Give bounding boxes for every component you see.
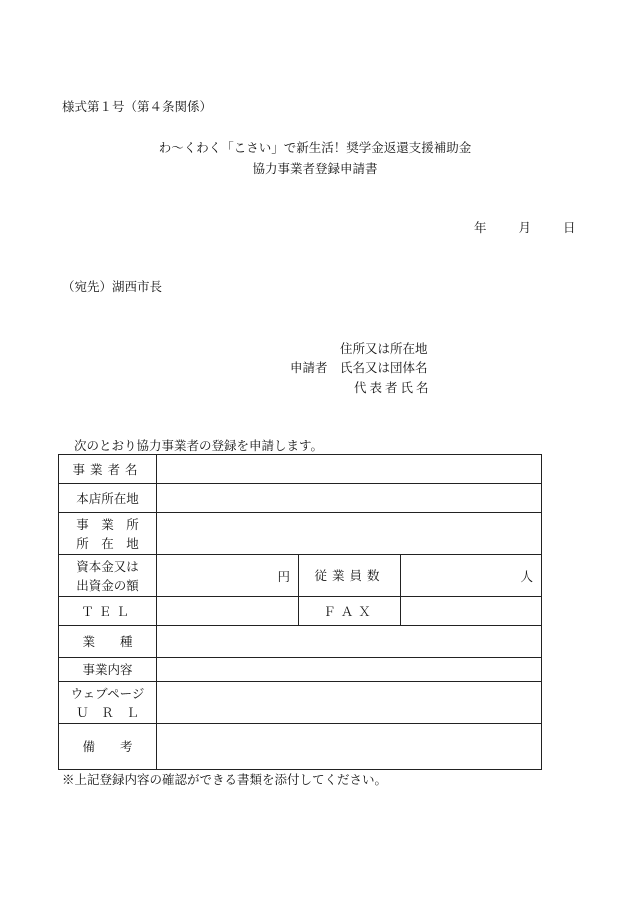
applicant-name-label: 氏名又は団体名 bbox=[340, 360, 428, 375]
web-url-label bbox=[59, 682, 157, 724]
fax-label: ＦＡＸ bbox=[299, 597, 401, 626]
table-row bbox=[59, 724, 542, 770]
office-location-label-line2: 所 在 地 bbox=[76, 535, 139, 551]
table-row bbox=[59, 682, 542, 724]
web-url-label-line2: Ｕ Ｒ Ｌ bbox=[76, 704, 139, 720]
applicant-address-label: 住所又は所在地 bbox=[340, 341, 428, 356]
head-office-field[interactable] bbox=[157, 484, 542, 513]
tel-label: ＴＥＬ bbox=[59, 597, 157, 626]
table-row bbox=[59, 513, 542, 555]
date-line bbox=[474, 218, 576, 236]
date-day-label: 日 bbox=[563, 220, 576, 235]
employees-field[interactable] bbox=[401, 555, 542, 597]
addressee: （宛先）湖西市長 bbox=[62, 279, 163, 294]
table-row bbox=[59, 626, 542, 658]
head-office-label: 本店所在地 bbox=[59, 484, 157, 513]
web-url-field[interactable] bbox=[157, 682, 542, 724]
remarks-label: 備 考 bbox=[59, 724, 157, 770]
office-location-field[interactable] bbox=[157, 513, 542, 555]
document-title-line1: わ〜くわく「こさい」で新生活！奨学金返還支援補助金 bbox=[158, 140, 472, 155]
business-name-label: 事業者名 bbox=[59, 455, 157, 484]
capital-label-line2: 出資金の額 bbox=[76, 577, 139, 593]
business-name-field[interactable] bbox=[157, 455, 542, 484]
office-location-label-line1: 事 業 所 bbox=[76, 516, 139, 532]
capital-unit: 円 bbox=[277, 568, 290, 584]
date-month-label: 月 bbox=[518, 220, 532, 235]
remarks-field[interactable] bbox=[157, 724, 542, 770]
capital-field[interactable] bbox=[157, 555, 299, 597]
tel-field[interactable] bbox=[157, 597, 299, 626]
business-content-label: 事業内容 bbox=[59, 658, 157, 682]
employees-unit: 人 bbox=[520, 568, 534, 584]
document-title-line2: 協力事業者登録申請書 bbox=[252, 161, 378, 176]
fax-field[interactable] bbox=[401, 597, 542, 626]
registration-table bbox=[58, 454, 542, 770]
business-content-field[interactable] bbox=[157, 658, 542, 682]
table-row bbox=[59, 658, 542, 682]
applicant-representative-label: 代表者氏名 bbox=[354, 380, 432, 395]
web-url-label-line1: ウェブページ bbox=[70, 685, 145, 701]
office-location-label bbox=[59, 513, 157, 555]
applicant-prefix: 申請者 bbox=[290, 360, 328, 375]
table-row bbox=[59, 597, 542, 626]
industry-field[interactable] bbox=[157, 626, 542, 658]
intro-text: 次のとおり協力事業者の登録を申請します。 bbox=[74, 438, 324, 453]
employees-label: 従業員数 bbox=[299, 555, 401, 597]
form-number-label: 様式第１号（第４条関係） bbox=[62, 99, 213, 114]
table-row bbox=[59, 455, 542, 484]
table-row bbox=[59, 555, 542, 597]
industry-label: 業 種 bbox=[59, 626, 157, 658]
capital-label-line1: 資本金又は bbox=[76, 558, 139, 574]
table-row bbox=[59, 484, 542, 513]
capital-label bbox=[59, 555, 157, 597]
footnote: ※上記登録内容の確認ができる書類を添付してください。 bbox=[62, 772, 388, 787]
date-year-label: 年 bbox=[474, 220, 487, 235]
